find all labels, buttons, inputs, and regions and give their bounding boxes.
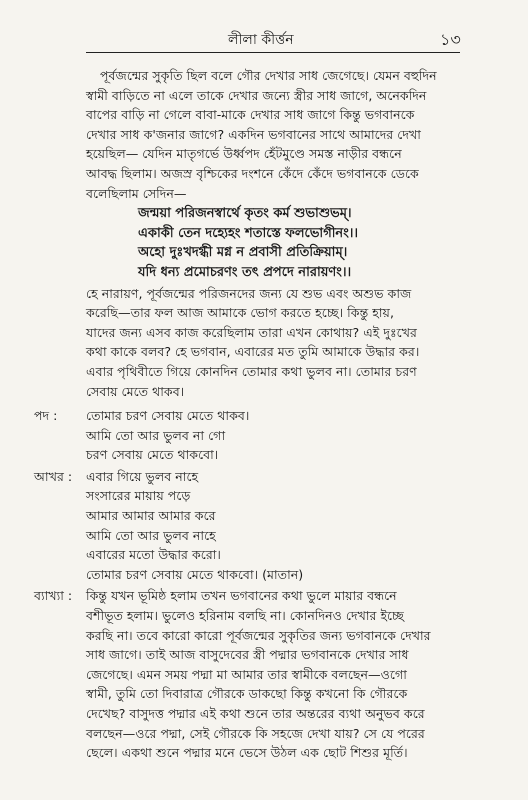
verse-line: যদি ধন্য প্রমোচরণং তৎ প্রপদে নারায়ণং।। [138, 264, 352, 280]
byakhya-line: স্বামী, তুমি তো দিবারাত্র গৌরকে ডাকছো কিন্তু কখনো কি গৌরকে [86, 686, 408, 702]
text-line: আবদ্ধ ছিলাম। অজস্র বৃশ্চিকের দংশনে কেঁদে কেঁদে ভগবানকে ডেকে [86, 165, 419, 181]
text-line: যাদের জন্য এসব কাজ করেছিলাম তারা এখন কোথায়? এই দুঃখের [86, 324, 417, 340]
byakhya-line: সাধ জাগে। তাই আজ বাসুদেবের স্ত্রী পদ্মার ভগবানকে দেখার সাধ [86, 647, 409, 663]
after-verse-paragraph [86, 284, 466, 402]
akhor-line: এবারের মতো উদ্ধার করো। [86, 547, 221, 563]
text-line: করেছি—তার ফল আজ আমাকে ভোগ করতে হচ্ছে। কিন্তু হায়, [86, 305, 394, 321]
text-line: পূর্বজন্মের সুকৃতি ছিল বলে গৌর দেখার সাধ জেগেছে। যেমন বহুদিন [100, 68, 437, 83]
pad-line: চরণ সেবায় মেতে থাকবো। [86, 447, 219, 463]
verse-line: অহো দুঃখদগ্ধী মগ্ন ন প্রবাসী প্রতিক্রিয়াম্। [138, 245, 348, 261]
byakhya-label: ব্যাখ্যা : [34, 588, 73, 604]
text-line: হে নারায়ণ, পূর্বজন্মের পরিজনদের জন্য যে শুভ এবং অশুভ কাজ [86, 285, 412, 301]
akhor-line: তোমার চরণ সেবায় মেতে থাকবো। (মাতান) [86, 566, 304, 582]
byakhya-line: বলছেন—ওরে পদ্মা, সেই গৌরকে কি সহজে দেখা যায়? সে যে পরের [86, 725, 425, 741]
akhor-line: সংসারের মায়ায় পড়ে [86, 488, 191, 504]
text-line: বলেছিলাম সেদিন— [86, 185, 187, 201]
page-number: ১৩ [440, 30, 461, 49]
byakhya-line: করছি না। তবে কারো কারো পূর্বজন্মের সুকৃতির জন্য ভগবানকে দেখার [86, 627, 431, 643]
header-rule [86, 52, 460, 53]
intro-paragraph [86, 66, 466, 203]
pad-section [34, 406, 466, 465]
page-header [0, 28, 528, 50]
akhor-line: এবার গিয়ে ভুলব নাহে [86, 468, 199, 484]
akhor-line: আমার আমার আমার করে [86, 508, 216, 524]
running-title: লীলা কীর্ত্তন [228, 32, 294, 48]
byakhya-line: ছেলে। একথা শুনে পদ্মার মনে ভেসে উঠল এক ছোট শিশুর মূর্তি। [86, 745, 408, 761]
text-line: এবার পৃথিবীতে গিয়ে কোনদিন তোমার কথা ভুলব না। তোমার চরণ [86, 363, 417, 379]
akhor-line: আমি তো আর ভুলব নাহে [86, 527, 216, 543]
text-line: কথা কাকে বলব? হে ভগবান, এবারের মত তুমি আমাকে উদ্ধার কর। [86, 344, 420, 360]
byakhya-section [34, 586, 466, 762]
byakhya-line: কিন্তু যখন ভূমিষ্ঠ হলাম তখন ভগবানের কথা ভুলে মায়ার বন্ধনে [86, 588, 397, 604]
pad-line: আমি তো আর ভুলব না গো [86, 427, 226, 443]
byakhya-line: বশীভূত হলাম। ভুলেও হরিনাম বলছি না। কোনদিনও দেখার ইচ্ছে [86, 608, 404, 624]
text-line: বাপের বাড়ি না গেলে বাবা-মাকে দেখার সাধ জাগে কিন্তু ভগবানকে [86, 107, 415, 123]
byakhya-line: দেখেছ? বাসুদত্ত পদ্মার এই কথা শুনে তার অন্তরের ব্যথা অনুভব করে [86, 706, 425, 721]
pad-label: পদ : [34, 408, 58, 424]
akhor-label: আখর : [34, 468, 73, 484]
text-line: হয়েছিল— যেদিন মাতৃগর্ভে উর্ধ্বপদ হেঁটমুণ্ডে সমস্ত নাড়ীর বন্ধনে [86, 146, 402, 162]
text-line: দেখার সাধ ক'জনার জাগে? একদিন ভগবানের সাথে আমাদের দেখা [86, 126, 421, 142]
pad-line: তোমার চরণ সেবায় মেতে থাকব। [86, 408, 250, 424]
akhor-section [34, 467, 466, 585]
verse-line: জন্ময়া পরিজনস্বার্থে কৃতং কর্ম শুভাশুভম্। [138, 206, 352, 222]
page-body [34, 66, 466, 763]
sanskrit-verse [86, 204, 466, 282]
verse-line: একাকী তেন দহ্যেহং শতাস্তে ফলভোগীনং।। [138, 225, 359, 241]
byakhya-line: জেগেছে। এমন সময় পদ্মা মা আমার তার স্বামীকে বলছেন—ওগো [86, 666, 407, 682]
text-line: স্বামী বাড়িতে না এলে তাকে দেখার জন্যে স্ত্রীর সাধ জাগে, অনেকদিন [86, 87, 427, 103]
text-line: সেবায় মেতে থাকব। [86, 383, 185, 399]
